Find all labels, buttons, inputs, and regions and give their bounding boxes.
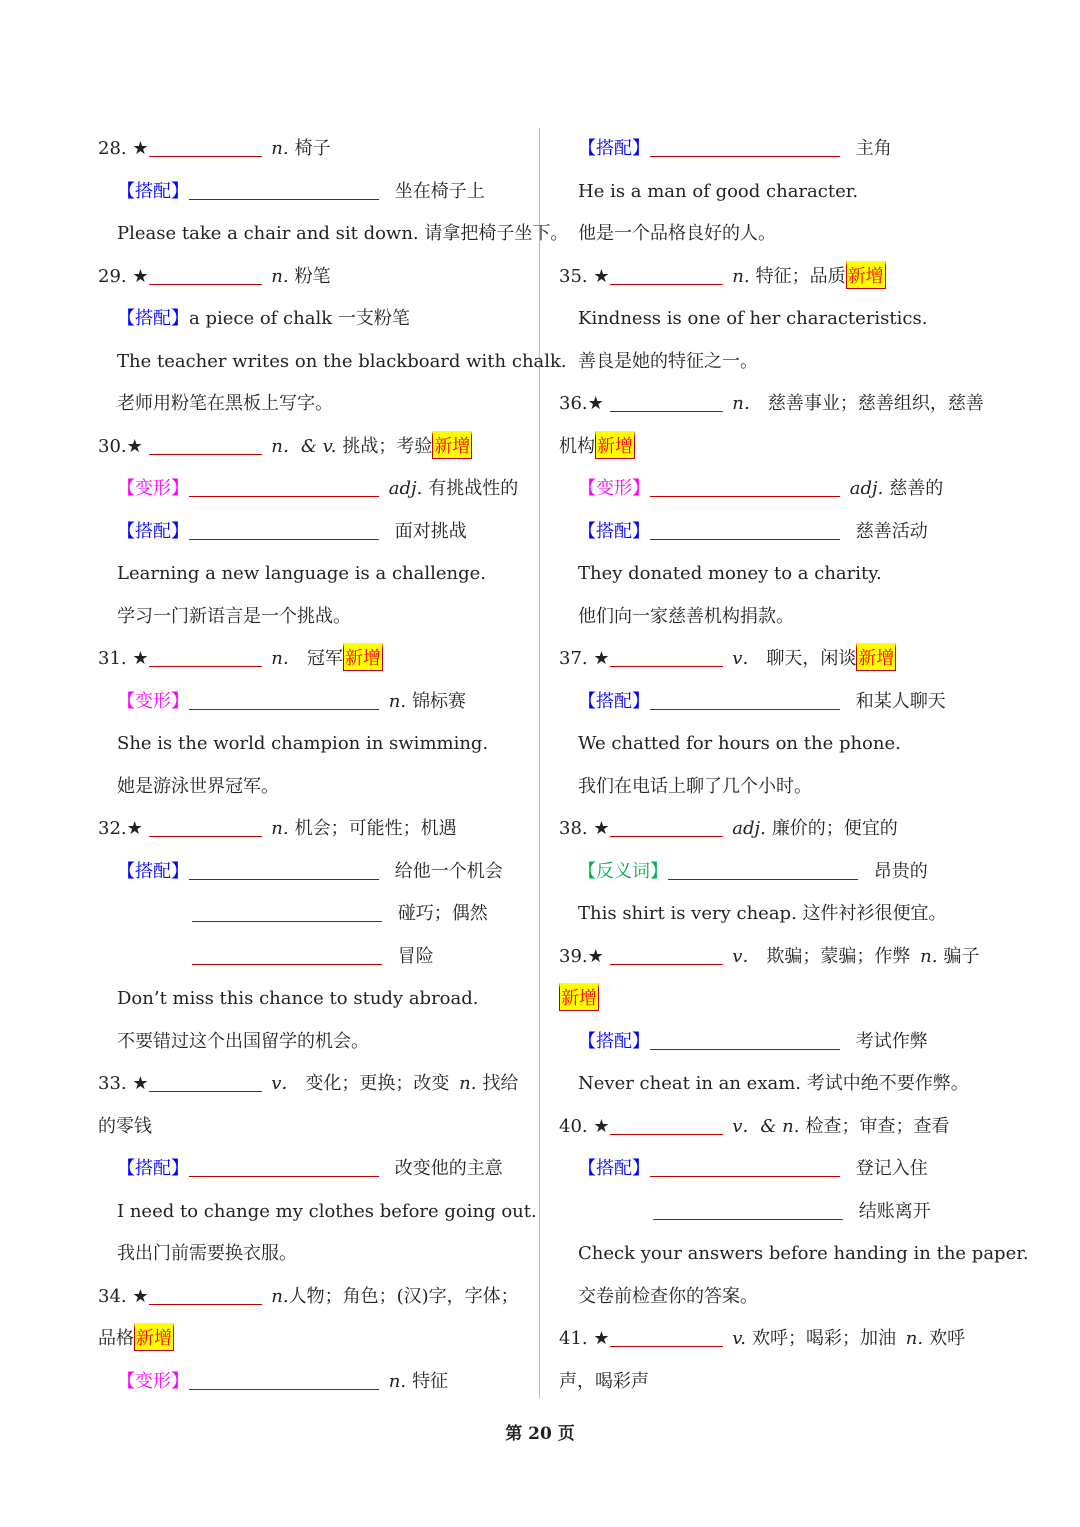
part-of-speech-2: n.: [459, 1073, 477, 1094]
entry-35-example-zh: [559, 341, 989, 384]
entry-40-example-en: [559, 1233, 1029, 1276]
meaning: 机会；可能性；机遇: [294, 818, 457, 839]
answer-blank[interactable]: [668, 861, 858, 880]
example-en: Check your answers before handing in the paper.: [578, 1243, 1029, 1264]
entry-32-example-en: [98, 978, 523, 1021]
entry-number: 39.: [559, 945, 588, 967]
entry-33-head: [98, 1063, 523, 1106]
part-of-speech: n.: [271, 818, 289, 839]
antonym-tag: 【反义词】: [578, 860, 668, 882]
part-of-speech: v.: [732, 1328, 747, 1349]
part-of-speech: n.: [271, 1285, 289, 1307]
example-zh: 不要错过这个出国留学的机会。: [117, 1030, 369, 1052]
example-zh: 考试中绝不要作弊。: [806, 1073, 969, 1094]
meaning-2: 骗子: [943, 945, 980, 967]
star-icon: ★: [587, 945, 604, 967]
entry-30-example-zh: [98, 596, 523, 639]
new-badge: 新增: [595, 431, 635, 459]
answer-blank[interactable]: [650, 478, 840, 497]
star-icon: ★: [593, 648, 610, 669]
part-of-speech: n．: [732, 393, 762, 414]
entry-36-head-cont: [559, 426, 989, 469]
meaning: 人物；角色；(汉)字，字体；: [288, 1285, 519, 1307]
entry-30-collocation: [98, 511, 523, 554]
entry-number: 28.: [98, 138, 127, 159]
variant-tag: 【变形】: [117, 1370, 189, 1392]
entry-30-example-en: [98, 553, 523, 596]
part-of-speech-2: n.: [920, 945, 938, 967]
answer-blank[interactable]: [189, 1371, 379, 1390]
left-column: [98, 128, 569, 1403]
example-zh: 他是一个品格良好的人。: [578, 223, 776, 244]
collocation-tag: 【搭配】: [578, 690, 650, 712]
entry-33-example-zh: [98, 1233, 523, 1276]
part-of-speech: n.: [732, 265, 750, 287]
answer-blank[interactable]: [650, 1158, 840, 1177]
entry-40-collocation-2: [559, 1191, 989, 1234]
answer-blank[interactable]: [192, 903, 382, 922]
part-of-speech: adj.: [849, 478, 884, 499]
collocation-text: a piece of chalk: [189, 308, 333, 329]
entry-39-example: [559, 1063, 989, 1106]
meaning: 检查；审查；查看: [805, 1115, 950, 1137]
meaning: 特征；品质: [755, 265, 846, 287]
star-icon: ★: [132, 138, 149, 159]
entry-number: 36.: [559, 393, 588, 414]
example-en: They donated money to a charity.: [578, 563, 882, 584]
answer-blank[interactable]: [610, 393, 723, 412]
example-en: This shirt is very cheap.: [578, 903, 797, 924]
entry-34-head-cont: [98, 1318, 523, 1361]
entry-35-example-en: [559, 298, 989, 341]
collocation-meaning: 给他一个机会: [394, 860, 503, 882]
entry-29-example-zh: [98, 383, 523, 426]
entry-31-example-en: [98, 723, 523, 766]
answer-blank[interactable]: [653, 1201, 843, 1220]
entry-39-head-cont: [559, 978, 989, 1021]
collocation-meaning: 主角: [855, 138, 892, 159]
part-of-speech: v．: [732, 945, 761, 967]
collocation-meaning: 碰巧；偶然: [397, 903, 488, 924]
meaning: 聊天，闲谈: [766, 648, 857, 669]
entry-33-example-en: [98, 1191, 537, 1234]
variant-tag: 【变形】: [117, 690, 189, 712]
column-divider: [539, 128, 540, 1398]
example-en: We chatted for hours on the phone.: [578, 733, 901, 754]
part-of-speech: n．& v.: [271, 435, 337, 457]
entry-41-head-cont: [559, 1361, 989, 1404]
meaning-cont: 机构: [559, 435, 595, 457]
answer-blank[interactable]: [189, 521, 379, 540]
entry-31-head: [98, 638, 523, 681]
collocation-meaning: 结账离开: [858, 1200, 931, 1222]
meaning-cont: 品格: [98, 1328, 134, 1349]
answer-blank[interactable]: [149, 138, 262, 157]
entry-number: 41.: [559, 1328, 588, 1349]
entry-34-example-en: [559, 171, 989, 214]
answer-blank[interactable]: [650, 138, 840, 157]
collocation-meaning: 面对挑战: [394, 520, 467, 542]
page-number: 20: [528, 1424, 552, 1444]
entry-number: 30.: [98, 435, 127, 457]
star-icon: ★: [593, 265, 610, 287]
entry-40-collocation-1: [559, 1148, 989, 1191]
entry-31-variant: [98, 681, 523, 724]
new-badge: 新增: [846, 261, 886, 289]
star-icon: ★: [126, 435, 143, 457]
entry-37-example-en: [559, 723, 989, 766]
entry-37-collocation: [559, 681, 989, 724]
answer-blank[interactable]: [189, 1158, 379, 1177]
example-zh: 这件衬衫很便宜。: [802, 903, 947, 924]
entry-number: 32.: [98, 818, 127, 839]
answer-blank[interactable]: [610, 648, 723, 667]
entry-33-collocation: [98, 1148, 523, 1191]
entry-36-example-zh: [559, 596, 989, 639]
entry-32-collocation-3: [98, 936, 523, 979]
variant-meaning: 慈善的: [889, 478, 944, 499]
entry-38-antonym: [559, 851, 989, 894]
collocation-meaning: 冒险: [397, 945, 434, 967]
entry-35-head: [559, 256, 989, 299]
entry-34-example-zh: [559, 213, 989, 256]
new-badge: 新增: [559, 983, 599, 1011]
entry-32-collocation-2: [98, 893, 523, 936]
entry-number: 40.: [559, 1115, 588, 1137]
answer-blank[interactable]: [192, 946, 382, 965]
entry-36-collocation: [559, 511, 989, 554]
example-zh: 他们向一家慈善机构捐款。: [578, 605, 794, 627]
collocation-tag: 【搭配】: [578, 1158, 650, 1179]
meaning: 冠军: [306, 648, 343, 669]
part-of-speech: v．& n.: [732, 1115, 800, 1137]
part-of-speech: v．: [732, 648, 761, 669]
answer-blank[interactable]: [610, 1328, 723, 1347]
entry-28-head: [98, 128, 523, 171]
star-icon: ★: [132, 1285, 149, 1307]
collocation-tag: 【搭配】: [117, 860, 189, 882]
page-footer: [0, 1419, 1080, 1444]
entry-number: 34.: [98, 1285, 127, 1307]
collocation-tag: 【搭配】: [117, 520, 189, 542]
star-icon: ★: [593, 818, 610, 839]
part-of-speech: v．: [271, 1073, 300, 1094]
entry-36-example-en: [559, 553, 989, 596]
meaning: 欺骗；蒙骗；作弊: [766, 945, 911, 967]
example-en: Kindness is one of her characteristics.: [578, 308, 928, 329]
entry-29-collocation: [98, 298, 523, 341]
answer-blank[interactable]: [149, 266, 262, 285]
entry-33-head-cont: [98, 1106, 523, 1149]
entry-28-example: [98, 213, 569, 256]
answer-blank[interactable]: [650, 521, 840, 540]
answer-blank[interactable]: [189, 181, 379, 200]
entry-number: 31.: [98, 648, 127, 669]
answer-blank[interactable]: [149, 436, 262, 455]
star-icon: ★: [593, 1115, 610, 1137]
answer-blank[interactable]: [610, 818, 723, 837]
example-en: I need to change my clothes before going out.: [117, 1200, 537, 1222]
entry-30-head: [98, 426, 523, 469]
entry-34-variant: [98, 1361, 523, 1404]
meaning: 挑战；考验: [342, 435, 433, 457]
example-en: Please take a chair and sit down.: [117, 223, 419, 244]
footer-suffix: 页: [557, 1424, 575, 1444]
star-icon: ★: [126, 818, 143, 839]
collocation-meaning: 和某人聊天: [855, 690, 946, 712]
entry-40-head: [559, 1106, 989, 1149]
variant-meaning: 锦标赛: [412, 690, 467, 712]
star-icon: ★: [593, 1328, 610, 1349]
part-of-speech: adj.: [388, 478, 423, 499]
meaning: 廉价的；便宜的: [771, 818, 898, 839]
example-zh: 善良是她的特征之一。: [578, 350, 758, 372]
entry-37-example-zh: [559, 766, 989, 809]
part-of-speech: n.: [271, 138, 289, 159]
entry-32-example-zh: [98, 1021, 523, 1064]
star-icon: ★: [132, 648, 149, 669]
example-zh: 我们在电话上聊了几个小时。: [578, 775, 812, 797]
new-badge: 新增: [432, 431, 472, 459]
collocation-meaning: 慈善活动: [855, 520, 928, 542]
example-en: He is a man of good character.: [578, 180, 859, 202]
example-en: Never cheat in an exam.: [578, 1073, 802, 1094]
answer-blank[interactable]: [610, 266, 723, 285]
variant-tag: 【变形】: [117, 478, 189, 499]
meaning-2-cont: 声，喝彩声: [559, 1370, 649, 1392]
part-of-speech: n．: [271, 648, 301, 669]
entry-number: 35.: [559, 265, 588, 287]
entry-32-collocation-1: [98, 851, 523, 894]
example-zh: 她是游泳世界冠军。: [117, 775, 279, 797]
answer-blank[interactable]: [650, 691, 840, 710]
entry-39-collocation: [559, 1021, 989, 1064]
part-of-speech: n.: [388, 690, 407, 712]
new-badge: 新增: [343, 643, 383, 671]
entry-38-head: [559, 808, 989, 851]
antonym-meaning: 昂贵的: [873, 860, 928, 882]
entry-34-collocation: [559, 128, 989, 171]
answer-blank[interactable]: [650, 1031, 840, 1050]
answer-blank[interactable]: [149, 648, 262, 667]
entry-41-head: [559, 1318, 989, 1361]
right-column: [559, 128, 1029, 1403]
collocation-tag: 【搭配】: [117, 1158, 189, 1179]
example-zh: 交卷前检查你的答案。: [578, 1285, 758, 1307]
part-of-speech-2: n.: [905, 1328, 924, 1349]
entry-number: 33.: [98, 1073, 127, 1094]
entry-40-example-zh: [559, 1276, 989, 1319]
variant-meaning: 有挑战性的: [428, 478, 519, 499]
example-zh: 学习一门新语言是一个挑战。: [117, 605, 351, 627]
meaning: 慈善事业；慈善组织，慈善: [767, 393, 984, 414]
answer-blank[interactable]: [149, 1073, 262, 1092]
new-badge: 新增: [856, 643, 896, 671]
collocation-meaning: 登记入住: [855, 1158, 928, 1179]
collocation-meaning: 一支粉笔: [337, 308, 410, 329]
star-icon: ★: [587, 393, 604, 414]
entry-number: 37.: [559, 648, 588, 669]
example-en: Don’t miss this chance to study abroad.: [117, 988, 479, 1009]
entry-34-head: [98, 1276, 523, 1319]
collocation-tag: 【搭配】: [117, 308, 189, 329]
star-icon: ★: [132, 265, 149, 287]
entry-32-head: [98, 808, 523, 851]
collocation-tag: 【搭配】: [578, 520, 650, 542]
entry-28-collocation: [98, 171, 523, 214]
part-of-speech: n.: [271, 265, 289, 287]
entry-37-head: [559, 638, 989, 681]
entry-29-example-en: [98, 341, 567, 384]
example-en: She is the world champion in swimming.: [117, 733, 489, 754]
meaning: 粉笔: [294, 265, 331, 287]
meaning-2: 欢呼: [929, 1328, 966, 1349]
variant-meaning: 特征: [412, 1370, 449, 1392]
footer-prefix: 第: [505, 1424, 523, 1444]
collocation-tag: 【搭配】: [578, 138, 650, 159]
collocation-meaning: 坐在椅子上: [394, 180, 485, 202]
entry-29-head: [98, 256, 523, 299]
meaning: 欢呼；喝彩；加油: [752, 1328, 897, 1349]
entry-30-variant: [98, 468, 523, 511]
answer-blank[interactable]: [610, 946, 723, 965]
meaning-2: 找给: [482, 1073, 519, 1094]
entry-number: 38.: [559, 818, 588, 839]
entry-31-example-zh: [98, 766, 523, 809]
variant-tag: 【变形】: [578, 478, 650, 499]
entry-36-variant: [559, 468, 989, 511]
collocation-meaning: 考试作弊: [855, 1030, 928, 1052]
answer-blank[interactable]: [189, 478, 379, 497]
example-en: Learning a new language is a challenge.: [117, 563, 487, 584]
entry-36-head: [559, 383, 989, 426]
answer-blank[interactable]: [149, 1286, 262, 1305]
collocation-tag: 【搭配】: [117, 180, 189, 202]
part-of-speech: n.: [388, 1370, 407, 1392]
answer-blank[interactable]: [189, 861, 379, 880]
meaning-2-cont: 的零钱: [98, 1115, 152, 1137]
part-of-speech: adj.: [732, 818, 766, 839]
meaning: 椅子: [294, 138, 331, 159]
meaning: 变化；更换；改变: [305, 1073, 450, 1094]
collocation-tag: 【搭配】: [578, 1030, 650, 1052]
example-zh: 请拿把椅子坐下。: [424, 223, 569, 244]
example-zh: 我出门前需要换衣服。: [117, 1243, 297, 1264]
entry-39-head: [559, 936, 989, 979]
new-badge: 新增: [134, 1323, 174, 1351]
collocation-meaning: 改变他的主意: [394, 1158, 503, 1179]
answer-blank[interactable]: [189, 691, 379, 710]
example-en: The teacher writes on the blackboard with chalk.: [117, 350, 567, 372]
answer-blank[interactable]: [610, 1116, 723, 1135]
answer-blank[interactable]: [149, 818, 262, 837]
star-icon: ★: [132, 1073, 149, 1094]
example-zh: 老师用粉笔在黑板上写字。: [117, 393, 333, 414]
entry-number: 29.: [98, 265, 127, 287]
entry-38-example: [559, 893, 989, 936]
